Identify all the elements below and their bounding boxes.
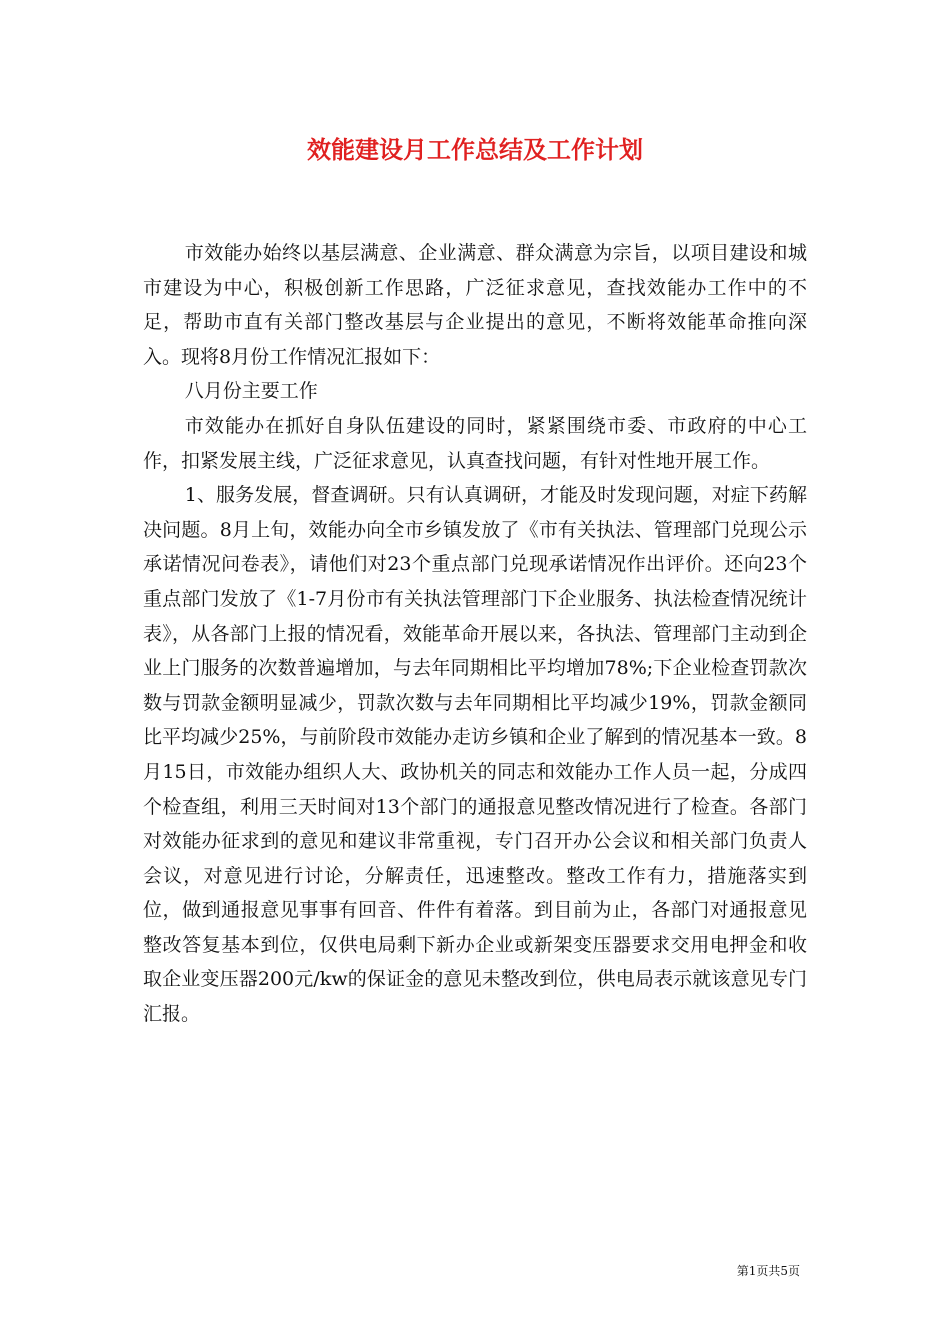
document-title: 效能建设月工作总结及工作计划 xyxy=(307,135,643,164)
section-heading: 八月份主要工作 xyxy=(184,380,318,403)
page-number: 第1页共5页 xyxy=(736,1264,800,1278)
document-body xyxy=(143,236,807,1032)
paragraph-item-1: 1、服务发展，督查调研。只有认真调研，才能及时发现问题，对症下药解决问题。8月上旬，效能办向全市乡镇发放了《市有关执法、管理部门兑现公示承诺情况问卷表》，请他们对23个重点部门兑现承诺情况作出评价。还向23个重点部门发放了《1-7月份市有关执法管理部门下企业服务、执法检查情况统计表》，从各部门上报的情况看，效能革命开展以来，各执法、管理部门主动到企业上门服务的次数普遍增加，与去年同期相比平均增加78%;下企业检查罚款次数与罚款金额明显减少，罚款次数与去年同期相比平均减少19%，罚款金额同比平均减少25%，与前阶段市效能办走访乡镇和企业了解到的情况基本一致。8月15日，市效能办组织人大、政协机关的同志和效能办工作人员一起，分成四个检查组，利用三天时间对13个部门的通报意见整改情况进行了检查。各部门对效能办征求到的意见和建议非常重视，专门召开办公会议和相关部门负责人会议，对意见进行讨论，分解责任，迅速整改。整改工作有力，措施落实到位，做到通报意见事事有回音、件件有着落。到目前为止，各部门对通报意见整改答复基本到位，仅供电局剩下新办企业或新架变压器要求交用电押金和收取企业变压器200元/kw的保证金的意见未整改到位，供电局表示就该意见专门汇报。 xyxy=(143,484,807,1026)
paragraph-intro: 市效能办始终以基层满意、企业满意、群众满意为宗旨，以项目建设和城市建设为中心，积极创新工作思路，广泛征求意见，查找效能办工作中的不足，帮助市直有关部门整改基层与企业提出的意见，不断将效能革命推向深入。现将8月份工作情况汇报如下： xyxy=(143,242,807,368)
paragraph-overview: 市效能办在抓好自身队伍建设的同时，紧紧围绕市委、市政府的中心工作，扣紧发展主线，广泛征求意见，认真查找问题，有针对性地开展工作。 xyxy=(143,414,807,472)
